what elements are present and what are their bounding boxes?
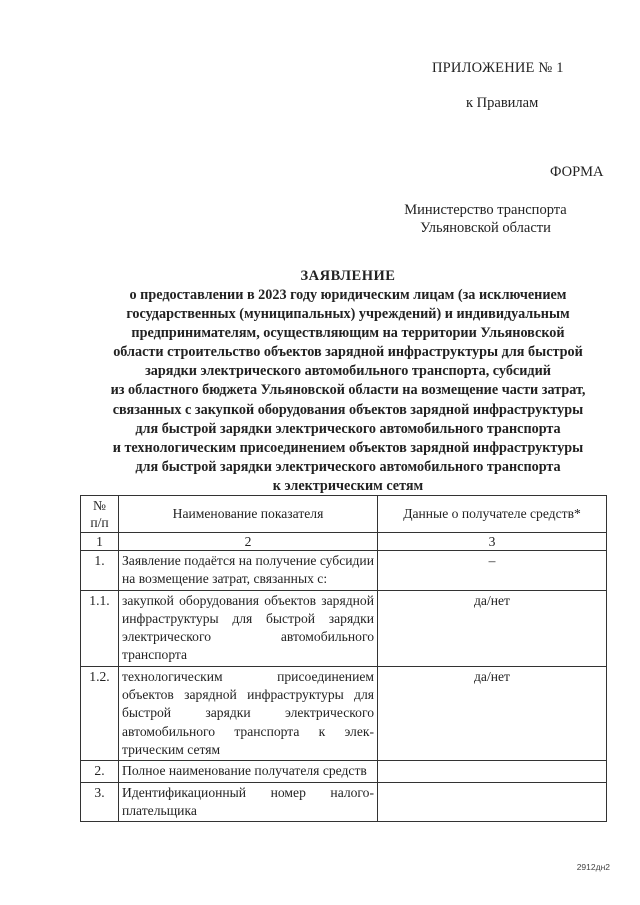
header-value-cell: Данные о получателе средств* xyxy=(378,496,607,533)
header-num-abbr: п/п xyxy=(90,515,109,530)
index-cell: 2 xyxy=(119,533,378,551)
header-name-cell: Наименование показателя xyxy=(119,496,378,533)
row-number: 1.1. xyxy=(81,590,119,666)
index-cell: 1 xyxy=(81,533,119,551)
ministry-line-1: Министерство транспорта xyxy=(404,202,567,218)
subtitle-line: из областного бюджета Ульяновской области на возмещение части затрат, xyxy=(110,382,586,399)
row-indicator: Заявление подаётся на получение субсидии на возмещение затрат, связанных с: xyxy=(119,551,378,591)
document-heading xyxy=(60,268,636,496)
row-indicator: закупкой оборудования объектов зарядной инфраструктуры для быстрой зарядки электрического автомобильного транспорта xyxy=(119,590,378,666)
table-row xyxy=(81,782,607,822)
appendix-label: ПРИЛОЖЕНИЕ № 1 xyxy=(432,60,564,76)
row-value: да/нет xyxy=(378,666,607,760)
subtitle-line: предпринимателям, осуществляющим на территории Ульяновской xyxy=(131,325,565,342)
row-value: да/нет xyxy=(378,590,607,666)
row-value xyxy=(378,782,607,822)
table-row xyxy=(81,590,607,666)
row-number: 1. xyxy=(81,551,119,591)
subtitle-line: области строительство объектов зарядной инфраструктуры для быстрой xyxy=(113,344,583,361)
subtitle-line: о предоставлении в 2023 году юридическим лицам (за исключением xyxy=(129,287,567,303)
table-row xyxy=(81,551,607,591)
table-index-row xyxy=(81,533,607,551)
table-header-row xyxy=(81,496,607,533)
row-indicator: Полное наименование получателя средств xyxy=(119,761,378,782)
table-row xyxy=(81,761,607,782)
index-cell: 3 xyxy=(378,533,607,551)
addressee-block xyxy=(398,201,573,237)
header-num-symbol: № xyxy=(93,498,106,513)
row-number: 3. xyxy=(81,782,119,822)
page-code: 2912дн2 xyxy=(576,862,610,872)
row-indicator: технологическим присоединением объектов зарядной инфраструктуры для быстрой зарядки электрического автомобильного транспорта к электрическим сетям xyxy=(119,666,378,760)
form-label: ФОРМА xyxy=(550,164,604,180)
document-title: ЗАЯВЛЕНИЕ xyxy=(300,268,396,284)
subtitle-line: и технологическим присоединением объектов зарядной инфраструктуры xyxy=(112,439,584,456)
row-indicator: Идентификационный номер налогоплательщика xyxy=(119,782,378,822)
document-subtitle xyxy=(60,286,636,496)
row-value: – xyxy=(378,551,607,591)
row-number: 1.2. xyxy=(81,666,119,760)
subtitle-line: зарядки электрического автомобильного транспорта, субсидий xyxy=(145,363,551,380)
rules-reference: к Правилам xyxy=(466,95,539,111)
application-table xyxy=(80,495,607,822)
subtitle-line: связанных с закупкой оборудования объектов зарядной инфраструктуры xyxy=(112,401,584,418)
subtitle-line: для быстрой зарядки электрического автомобильного транспорта xyxy=(135,458,561,475)
subtitle-line: к электрическим сетям xyxy=(272,477,424,494)
subtitle-line: для быстрой зарядки электрического автомобильного транспорта xyxy=(135,420,561,437)
subtitle-line: государственных (муниципальных) учреждений) и индивидуальным xyxy=(126,306,570,323)
header-num-cell xyxy=(81,496,119,533)
table-row xyxy=(81,666,607,760)
row-number: 2. xyxy=(81,761,119,782)
ministry-line-2: Ульяновской области xyxy=(420,220,551,236)
row-value xyxy=(378,761,607,782)
